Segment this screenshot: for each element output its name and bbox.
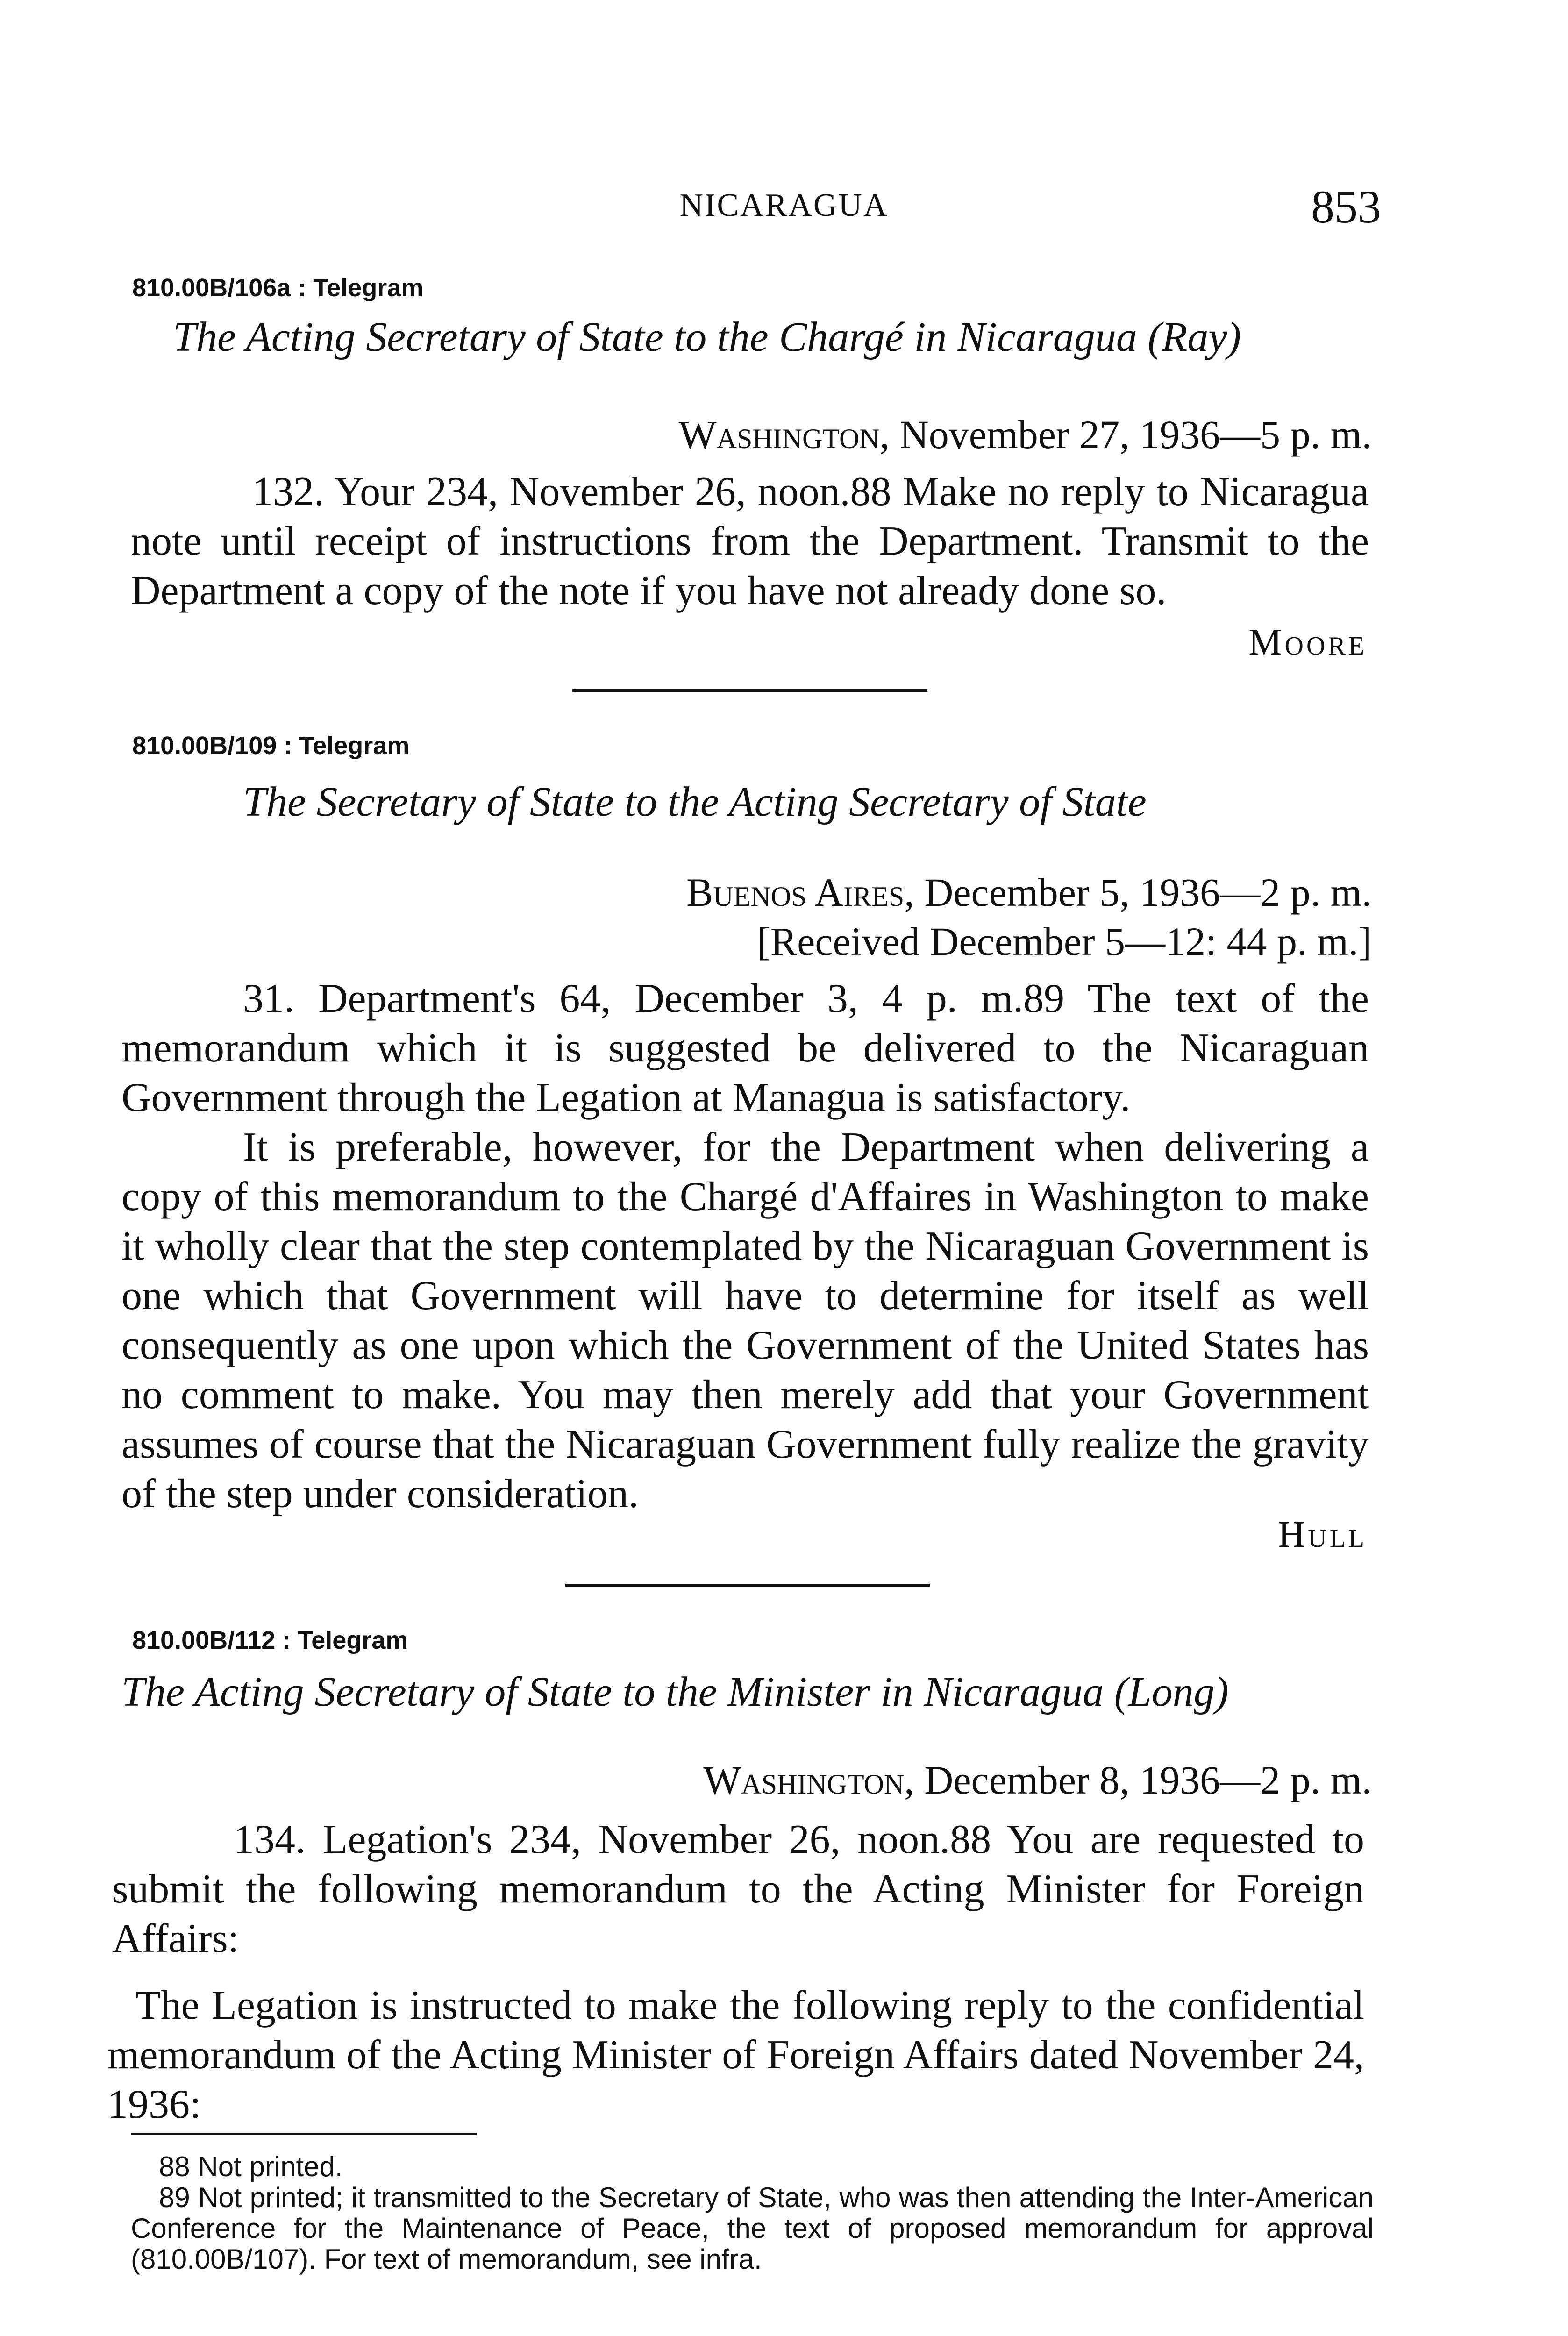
telegram-body-1 bbox=[131, 467, 1369, 616]
memorandum-intro bbox=[107, 1981, 1364, 2129]
file-number-1: 810.00B/106a : Telegram bbox=[132, 274, 424, 302]
page-number: 853 bbox=[1311, 181, 1381, 233]
dateline-2 bbox=[686, 869, 1372, 916]
section-divider bbox=[572, 689, 927, 692]
footnote-89: 89 Not printed; it transmitted to the Secretary of State, who was then attending the Inter-American Conference for the Maintenance of Peace, the text of proposed memorandum for approval (810.00B/107). For text of memorandum, see infra. bbox=[131, 2182, 1374, 2275]
received-line: [Received December 5—12: 44 p. m.] bbox=[757, 919, 1372, 964]
document-title-2: The Secretary of State to the Acting Secretary of State bbox=[243, 779, 1147, 825]
dateline-1 bbox=[679, 411, 1372, 458]
file-number-3: 810.00B/112 : Telegram bbox=[132, 1626, 408, 1654]
dateline-date-1: November 27, 1936—5 p. m. bbox=[890, 412, 1372, 457]
document-title-3: The Acting Secretary of State to the Minister in Nicaragua (Long) bbox=[121, 1669, 1229, 1715]
paragraph: 132. Your 234, November 26, noon.88 Make no reply to Nicaragua note until receipt of instructions from the Department. Transmit to the Department a copy of the note if you have not already done so. bbox=[131, 469, 1369, 613]
paragraph: It is preferable, however, for the Department when delivering a copy of this memorandum to the Chargé d'Affaires in Washington to make it wholly clear that the step contemplated by the Nicaraguan Government is one which that Government will have to determine for itself as well consequently as one upon which the Government of the United States has no comment to make. You may then merely add that your Government assumes of course that the Nicaraguan Government fully realize the gravity of the step under consideration. bbox=[121, 1125, 1369, 1517]
document-title-1: The Acting Secretary of State to the Chargé in Nicaragua (Ray) bbox=[173, 314, 1241, 360]
paragraph: The Legation is instructed to make the following reply to the confidential memorandum of the Acting Minister of Foreign Affairs dated November 24, 1936: bbox=[107, 1983, 1364, 2127]
paragraph: 31. Department's 64, December 3, 4 p. m.89 The text of the memorandum which it is suggested be delivered to the Nicaraguan Government through the Legation at Managua is satisfactory. bbox=[121, 976, 1369, 1120]
footnote-88: 88 Not printed. bbox=[159, 2151, 343, 2182]
dateline-3 bbox=[703, 1757, 1372, 1803]
dateline-place-3: Washington, bbox=[703, 1758, 914, 1802]
section-divider bbox=[565, 1584, 930, 1587]
file-number-2: 810.00B/109 : Telegram bbox=[132, 732, 410, 760]
dateline-date-2: December 5, 1936—2 p. m. bbox=[914, 870, 1372, 915]
telegram-body-2 bbox=[121, 974, 1369, 1519]
dateline-place-2: Buenos Aires, bbox=[686, 870, 914, 915]
dateline-date-3: December 8, 1936—2 p. m. bbox=[914, 1758, 1372, 1802]
telegram-body-3 bbox=[112, 1815, 1364, 1964]
running-title: NICARAGUA bbox=[679, 187, 889, 223]
footnotes bbox=[131, 2151, 1374, 2275]
footnote-rule bbox=[131, 2133, 477, 2135]
paragraph: 134. Legation's 234, November 26, noon.88 You are requested to submit the following memorandum to the Acting Minister for Foreign Affairs: bbox=[112, 1817, 1364, 1961]
dateline-place-1: Washington, bbox=[678, 412, 890, 457]
signature-1: Moore bbox=[1248, 622, 1367, 663]
signature-2: Hull bbox=[1278, 1514, 1367, 1555]
